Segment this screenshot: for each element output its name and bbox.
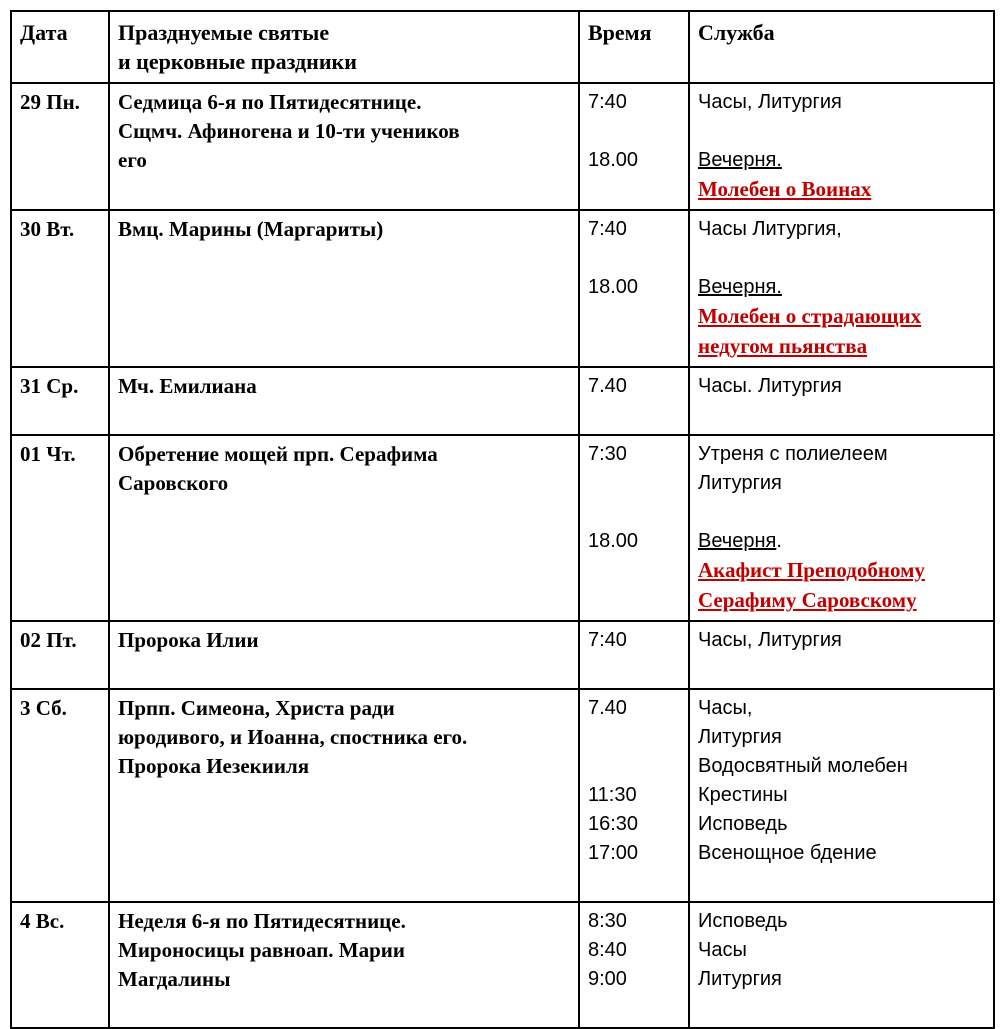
service-cell: [689, 210, 994, 367]
saints-line: юродивого, и Иоанна, спостника его.: [118, 725, 468, 749]
saints-cell: [109, 83, 579, 210]
service-line: [698, 655, 987, 684]
saints-line: Саровского: [118, 471, 229, 495]
time-line: 8:30: [588, 910, 627, 932]
service-cell: [689, 83, 994, 210]
service-line: Литургия: [698, 472, 782, 494]
time-line: 7:40: [588, 629, 627, 651]
time-line: 11:30: [588, 784, 637, 806]
table-row: [11, 902, 994, 1028]
service-line: Часы, Литургия: [698, 629, 842, 651]
date-cell: 4 Вс.: [11, 902, 109, 1028]
service-line: Водосвятный молебен: [698, 755, 908, 777]
time-line: [588, 302, 682, 331]
date-cell: 30 Вт.: [11, 210, 109, 367]
saints-line: Прпп. Симеона, Христа ради: [118, 696, 395, 720]
time-line: [588, 556, 682, 585]
header-saints: Празднуемые святые и церковные праздники: [109, 11, 579, 83]
service-line: Исповедь: [698, 910, 788, 932]
saints-cell: [109, 902, 579, 1028]
saints-line: Пророка Илии: [118, 628, 259, 652]
service-line: Утреня с полиелеем: [698, 443, 888, 465]
service-line: Исповедь: [698, 813, 788, 835]
table-row: [11, 210, 994, 367]
date-cell: 01 Чт.: [11, 435, 109, 621]
time-line: 17:00: [588, 842, 639, 864]
saints-line: Обретение мощей прп. Серафима: [118, 442, 438, 466]
saints-line: Пророка Иезекииля: [118, 754, 310, 778]
saints-line: Магдалины: [118, 967, 231, 991]
saints-cell: [109, 210, 579, 367]
service-highlight: недугом пьянства: [698, 334, 868, 358]
time-line: 7:40: [588, 91, 627, 113]
time-cell: [579, 367, 689, 435]
service-highlight: Акафист Преподобному: [698, 558, 925, 582]
table-row: [11, 367, 994, 435]
saints-cell: [109, 621, 579, 689]
time-line: [588, 175, 682, 204]
service-line: Вечерня.: [698, 149, 782, 171]
date-cell: 29 Пн.: [11, 83, 109, 210]
header-service: Служба: [689, 11, 994, 83]
saints-cell: [109, 435, 579, 621]
header-date: Дата: [11, 11, 109, 83]
saints-line: Седмица 6-я по Пятидесятнице.: [118, 90, 422, 114]
time-line: [588, 585, 682, 614]
time-line: [588, 117, 682, 146]
table-row: [11, 621, 994, 689]
schedule-table: [10, 10, 995, 1029]
table-row: [11, 689, 994, 902]
time-line: [588, 655, 682, 684]
service-line: [698, 244, 987, 273]
date-cell: 3 Сб.: [11, 689, 109, 902]
time-cell: [579, 210, 689, 367]
time-cell: [579, 83, 689, 210]
service-line: Часы, Литургия: [698, 91, 842, 113]
time-line: 8:40: [588, 939, 627, 961]
table-header: [11, 11, 994, 83]
table-row: [11, 83, 994, 210]
table-row: [11, 435, 994, 621]
service-line: [698, 401, 987, 430]
saints-cell: [109, 689, 579, 902]
time-line: 16:30: [588, 813, 639, 835]
service-cell: [689, 902, 994, 1028]
service-line: [698, 117, 987, 146]
saints-line: Сщмч. Афиногена и 10-ти учеников: [118, 119, 460, 143]
time-cell: [579, 902, 689, 1028]
service-highlight: Серафиму Саровскому: [698, 588, 917, 612]
time-line: 7:40: [588, 218, 627, 240]
service-highlight: Молебен о страдающих: [698, 304, 922, 328]
service-line: Литургия: [698, 968, 782, 990]
service-cell: [689, 435, 994, 621]
header-time: Время: [579, 11, 689, 83]
time-line: [588, 723, 682, 752]
service-cell: [689, 621, 994, 689]
time-cell: [579, 689, 689, 902]
saints-line: Мч. Емилиана: [118, 374, 257, 398]
service-line: Часы. Литургия: [698, 375, 842, 397]
time-line: [588, 401, 682, 430]
service-line: [698, 498, 987, 527]
date-cell: 02 Пт.: [11, 621, 109, 689]
service-line: [698, 868, 987, 897]
date-cell: 31 Ср.: [11, 367, 109, 435]
time-line: [588, 994, 682, 1023]
saints-cell: [109, 367, 579, 435]
time-line: [588, 331, 682, 360]
time-line: 18.00: [588, 276, 639, 298]
service-highlight: Молебен о Воинах: [698, 177, 872, 201]
saints-line: Вмц. Марины (Маргариты): [118, 217, 384, 241]
service-line: Всенощное бдение: [698, 842, 877, 864]
time-line: 7.40: [588, 697, 627, 719]
service-cell: [689, 367, 994, 435]
saints-line: Мироносицы равноап. Марии: [118, 938, 406, 962]
service-line: Литургия: [698, 726, 782, 748]
time-line: [588, 868, 682, 897]
time-line: [588, 469, 682, 498]
service-line: Вечерня.: [698, 530, 782, 552]
service-line: Часы,: [698, 697, 753, 719]
saints-line: его: [118, 148, 147, 172]
time-line: 9:00: [588, 968, 627, 990]
time-line: 7:30: [588, 443, 627, 465]
time-line: 18.00: [588, 149, 639, 171]
time-cell: [579, 435, 689, 621]
service-line: Часы Литургия,: [698, 218, 842, 240]
service-line: Вечерня.: [698, 276, 782, 298]
service-line: Часы: [698, 939, 747, 961]
table-body: [11, 83, 994, 1028]
service-cell: [689, 689, 994, 902]
saints-line: Неделя 6-я по Пятидесятнице.: [118, 909, 406, 933]
service-line: Крестины: [698, 784, 788, 806]
time-line: 7.40: [588, 375, 627, 397]
time-line: [588, 498, 682, 527]
time-cell: [579, 621, 689, 689]
time-line: 18.00: [588, 530, 639, 552]
time-line: [588, 752, 682, 781]
time-line: [588, 244, 682, 273]
service-line: [698, 994, 987, 1023]
